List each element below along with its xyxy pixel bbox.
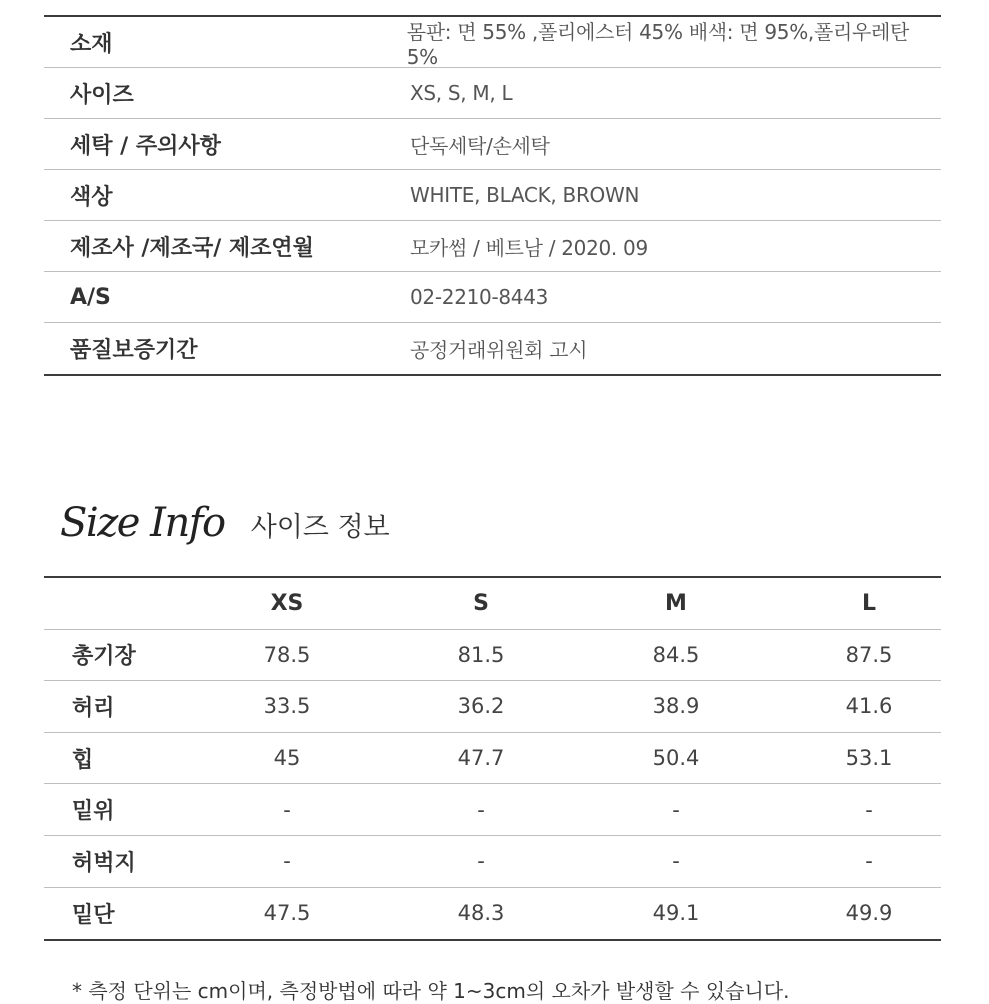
- size-column-header: M: [665, 590, 687, 616]
- table-cell: 48.3: [457, 901, 505, 926]
- size-column-header: XS: [270, 590, 304, 616]
- table-row: [44, 888, 941, 940]
- spec-value: 공정거래위원회 고시: [410, 338, 588, 362]
- size-info-title-ko: 사이즈 정보: [250, 512, 390, 543]
- spec-value: WHITE, BLACK, BROWN: [410, 183, 640, 207]
- size-column-header: L: [861, 590, 877, 616]
- spec-row-as: [44, 272, 941, 323]
- measurement-footnote: * 측정 단위는 cm이며, 측정방법에 따라 약 1~3cm의 오차가 발생할 수 있습니다.: [72, 979, 790, 1003]
- size-header-row: [44, 578, 941, 630]
- spec-label: 제조사 /제조국/ 제조연월: [70, 235, 314, 261]
- table-row: [44, 836, 941, 888]
- table-cell: -: [672, 849, 680, 874]
- row-label: 총기장: [72, 644, 136, 670]
- spec-row-material: [44, 17, 941, 68]
- spec-row-size: [44, 68, 941, 119]
- spec-label: 색상: [70, 184, 113, 210]
- row-label: 허리: [72, 695, 115, 721]
- size-column-header: S: [473, 590, 489, 616]
- table-cell: 38.9: [652, 694, 700, 719]
- spec-value: 몸판: 면 55% ,폴리에스터 45% 배색: 면 95%,폴리우레탄 5%: [406, 19, 910, 69]
- row-label: 밑위: [72, 799, 115, 825]
- table-cell: 87.5: [845, 642, 893, 667]
- row-label: 밑단: [72, 902, 115, 928]
- size-info-title-en: Size Info: [60, 500, 225, 546]
- spec-row-manufacturer: [44, 221, 941, 272]
- table-cell: -: [477, 849, 485, 874]
- spec-row-warranty: [44, 323, 941, 374]
- table-cell: 47.7: [457, 746, 505, 771]
- table-cell: 45: [273, 746, 301, 771]
- product-spec-table: [44, 15, 941, 376]
- spec-label: 소재: [70, 31, 113, 57]
- spec-label: A/S: [70, 284, 111, 310]
- table-cell: 49.1: [652, 901, 700, 926]
- table-row: [44, 681, 941, 733]
- spec-label: 품질보증기간: [70, 338, 198, 363]
- table-cell: 81.5: [457, 642, 505, 667]
- table-cell: 36.2: [457, 694, 505, 719]
- table-cell: -: [477, 797, 485, 822]
- table-cell: -: [283, 849, 291, 874]
- spec-value: 02-2210-8443: [410, 285, 549, 309]
- table-cell: 84.5: [652, 642, 700, 667]
- table-row: [44, 784, 941, 836]
- spec-row-color: [44, 170, 941, 221]
- spec-value: 모카썸 / 베트남 / 2020. 09: [410, 235, 648, 260]
- size-info-heading: [60, 500, 390, 546]
- table-cell: 50.4: [652, 746, 700, 771]
- table-cell: -: [865, 849, 873, 874]
- spec-value: 단독세탁/손세탁: [410, 133, 550, 158]
- table-cell: 41.6: [845, 694, 893, 719]
- table-row: [44, 630, 941, 682]
- table-cell: 78.5: [263, 642, 311, 667]
- spec-label: 사이즈: [70, 82, 134, 108]
- table-row: [44, 733, 941, 785]
- table-cell: 47.5: [263, 901, 311, 926]
- spec-value: XS, S, M, L: [410, 81, 513, 105]
- row-label: 힙: [72, 747, 94, 773]
- size-table: [44, 576, 941, 941]
- table-cell: 49.9: [845, 901, 893, 926]
- spec-row-care: [44, 119, 941, 170]
- table-cell: -: [283, 797, 291, 822]
- row-label: 허벅지: [72, 850, 136, 876]
- table-cell: -: [672, 797, 680, 822]
- spec-label: 세탁 / 주의사항: [70, 133, 221, 159]
- table-cell: 33.5: [263, 694, 311, 719]
- table-cell: 53.1: [845, 746, 893, 771]
- table-cell: -: [865, 797, 873, 822]
